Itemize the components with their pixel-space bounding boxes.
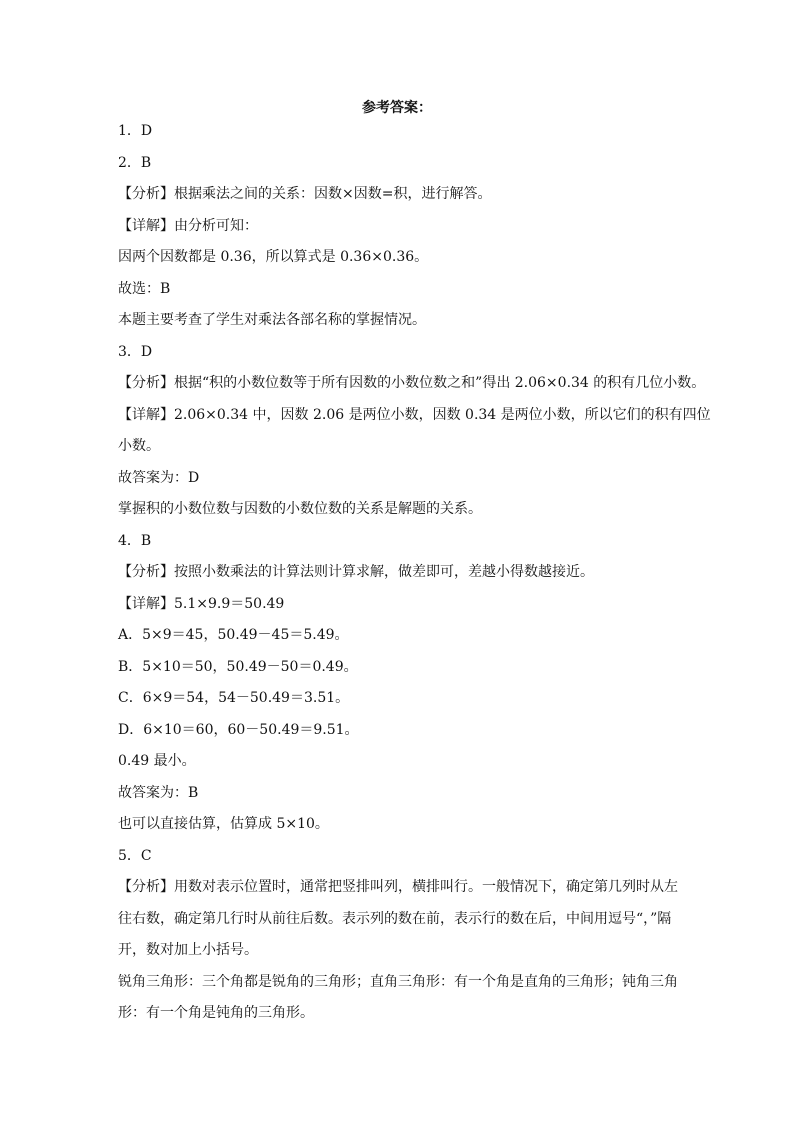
answer-line: 往右数，确定第几行时从前往后数。表示列的数在前，表示行的数在后，中间用逗号“，”隔 — [118, 910, 672, 927]
answer-line: 本题主要考查了学生对乘法各部名称的掌握情况。 — [118, 312, 426, 328]
answer-line: 形：有一个角是钝角的三角形。 — [118, 1005, 314, 1021]
answer-list — [118, 116, 711, 1030]
answer-line: 锐角三角形：三个角都是锐角的三角形；直角三角形：有一个角是直角的三角形；钝角三角 — [118, 973, 678, 990]
answer-line: 掌握积的小数位数与因数的小数位数的关系是解题的关系。 — [118, 501, 482, 517]
answer-line: C．6×9＝54，54－50.49＝3.51。 — [118, 690, 350, 706]
answer-line: 0.49 最小。 — [118, 753, 196, 769]
answer-line: 3．D — [118, 343, 153, 360]
answer-line: 【详解】2.06×0.34 中，因数 2.06 是两位小数，因数 0.34 是两位小数，所以它们的积有四位 — [118, 406, 711, 423]
answer-line: 因两个因数都是 0.36，所以算式是 0.36×0.36。 — [118, 249, 429, 265]
answer-line: 开，数对加上小括号。 — [118, 942, 258, 958]
page-title: 参考答案： — [362, 100, 432, 116]
answer-line: 故答案为：D — [118, 469, 200, 486]
answer-line: 故选：B — [118, 280, 171, 297]
answer-line: 2．B — [118, 154, 152, 171]
answer-line: 5．C — [118, 847, 152, 864]
answer-line: D．6×10＝60，60－50.49＝9.51。 — [118, 721, 359, 738]
answer-line: 【分析】按照小数乘法的计算法则计算求解，做差即可，差越小得数越接近。 — [118, 564, 594, 580]
answer-line: 也可以直接估算，估算成 5×10。 — [118, 816, 329, 832]
answer-line: B．5×10＝50，50.49－50＝0.49。 — [118, 658, 358, 675]
answer-line: 【分析】根据“积的小数位数等于所有因数的小数位数之和”得出 2.06×0.34 的积有几位小数。 — [118, 375, 706, 391]
answer-line: 4．B — [118, 532, 152, 549]
answer-line: 【分析】根据乘法之间的关系：因数×因数=积，进行解答。 — [118, 186, 492, 202]
answer-line: 【详解】由分析可知： — [118, 217, 258, 234]
answer-line: 故答案为：B — [118, 784, 199, 801]
answer-line: 【分析】用数对表示位置时，通常把竖排叫列，横排叫行。一般情况下，确定第几列时从左 — [118, 879, 678, 895]
answer-line: 【详解】5.1×9.9＝50.49 — [118, 595, 285, 612]
answer-line: A．5×9＝45，50.49－45＝5.49。 — [118, 627, 349, 643]
answer-line: 小数。 — [118, 438, 160, 454]
answer-line: 1．D — [118, 123, 153, 139]
